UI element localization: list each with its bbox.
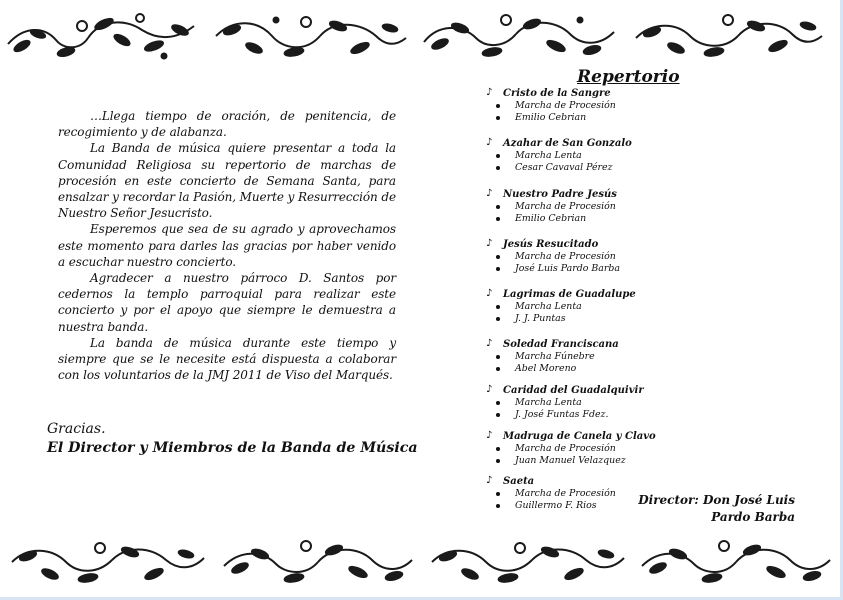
music-note-icon: ♪ [486, 237, 493, 249]
piece-type: Marcha de Procesión [515, 200, 616, 212]
intro-text [58, 108, 396, 383]
director-line-2: Pardo Barba [711, 510, 795, 524]
bullet-icon [496, 317, 500, 321]
piece-name: Caridad del Guadalquivir [503, 385, 644, 397]
piece-composer: J. José Funtas Fdez. [515, 409, 609, 421]
repertoire-title: Repertorio [577, 67, 680, 87]
bullet-icon [496, 413, 500, 417]
bullet-icon [496, 217, 500, 221]
repertoire-item [486, 86, 726, 136]
music-note-icon: ♪ [486, 384, 493, 396]
piece-name: Nuestro Padre Jesús [503, 188, 617, 200]
music-note-icon: ♪ [486, 137, 493, 149]
director-credit [620, 492, 795, 526]
piece-name: Madruga de Canela y Clavo [503, 431, 656, 443]
piece-composer: Abel Moreno [515, 363, 577, 375]
bullet-icon [496, 355, 500, 359]
piece-composer: Guillermo F. Rios [515, 500, 597, 512]
music-note-icon: ♪ [486, 430, 493, 442]
floral-ornament-icon [4, 6, 204, 64]
intro-paragraph: La Banda de música quiere presentar a toda la Comunidad Religiosa su repertorio de marchas de procesión en este concierto de Semana Santa, para ensalzar y recordar la Pasión, Muerte y Resurrección de Nuestro Señor Jesucristo. [58, 141, 396, 221]
piece-type: Marcha de Procesión [515, 488, 616, 500]
director-line-1: Director: Don José Luis [638, 493, 795, 507]
piece-type: Marcha Lenta [515, 150, 582, 162]
repertoire-item [486, 383, 726, 429]
piece-composer: Emilio Cebrian [515, 212, 587, 224]
signature-text: El Director y Miembros de la Banda de Música [47, 440, 418, 456]
repertoire-item [486, 136, 726, 186]
piece-composer: Emilio Cebrian [515, 112, 587, 123]
floral-ornament-icon [428, 532, 628, 590]
repertoire-list [486, 86, 726, 525]
intro-paragraph: Esperemos que sea de su agrado y aprovechamos este momento para darles las gracias por haber venido a escuchar nuestro concierto. [58, 222, 396, 269]
piece-name: Cristo de la Sangre [503, 88, 611, 99]
bullet-icon [496, 492, 500, 496]
bullet-icon [496, 267, 500, 271]
repertoire-item [486, 287, 726, 337]
bullet-icon [496, 447, 500, 451]
top-ornament-border [0, 6, 843, 56]
intro-paragraph: La banda de música durante este tiempo y siempre que se le necesite está dispuesta a colaborar con los voluntarios de la JMJ 2011 de Viso del Marqués. [58, 335, 396, 383]
bullet-icon [496, 367, 500, 371]
piece-name: Lagrimas de Guadalupe [503, 289, 636, 301]
bullet-icon [496, 504, 500, 508]
piece-type: Marcha de Procesión [515, 443, 616, 455]
bullet-icon [496, 305, 500, 309]
piece-type: Marcha Lenta [515, 301, 582, 313]
intro-paragraph: Agradecer a nuestro párroco D. Santos por cedernos la templo parroquial para realizar este concierto y por el apoyo que siempre le demuestra a nuestra banda. [58, 271, 396, 334]
music-note-icon: ♪ [486, 475, 493, 487]
piece-type: Marcha Lenta [515, 397, 582, 409]
music-note-icon: ♪ [486, 87, 493, 98]
piece-name: Saeta [503, 476, 535, 488]
repertoire-item [486, 429, 726, 474]
bullet-icon [496, 104, 500, 108]
bullet-icon [496, 205, 500, 209]
floral-ornament-icon [420, 6, 620, 64]
piece-type: Marcha de Procesión [515, 100, 616, 111]
bullet-icon [496, 154, 500, 158]
piece-composer: Juan Manuel Velazquez [515, 455, 626, 467]
piece-type: Marcha de Procesión [515, 250, 616, 262]
repertoire-item [486, 237, 726, 287]
bullet-icon [496, 116, 500, 120]
music-note-icon: ♪ [486, 187, 493, 199]
piece-name: Azahar de San Gonzalo [503, 138, 632, 150]
piece-name: Soledad Franciscana [503, 339, 619, 351]
repertoire-item [486, 337, 726, 383]
piece-name: Jesús Resucitado [503, 238, 599, 250]
bullet-icon [496, 255, 500, 259]
bottom-ornament-border [0, 532, 843, 582]
bullet-icon [496, 166, 500, 170]
floral-ornament-icon [636, 532, 836, 590]
floral-ornament-icon [8, 532, 208, 590]
floral-ornament-icon [630, 6, 830, 64]
bullet-icon [496, 401, 500, 405]
piece-composer: J. J. Puntas [515, 313, 566, 325]
music-note-icon: ♪ [486, 288, 493, 300]
piece-composer: José Luis Pardo Barba [515, 262, 620, 274]
repertoire-item [486, 187, 726, 237]
piece-type: Marcha Fúnebre [515, 351, 595, 363]
piece-composer: Cesar Cavaval Pérez [515, 162, 613, 174]
intro-paragraph: …Llega tiempo de oración, de penitencia, de recogimiento y de alabanza. [58, 109, 396, 140]
bullet-icon [496, 459, 500, 463]
floral-ornament-icon [218, 532, 418, 590]
floral-ornament-icon [210, 6, 410, 64]
thanks-text: Gracias. [47, 421, 106, 437]
music-note-icon: ♪ [486, 338, 493, 350]
